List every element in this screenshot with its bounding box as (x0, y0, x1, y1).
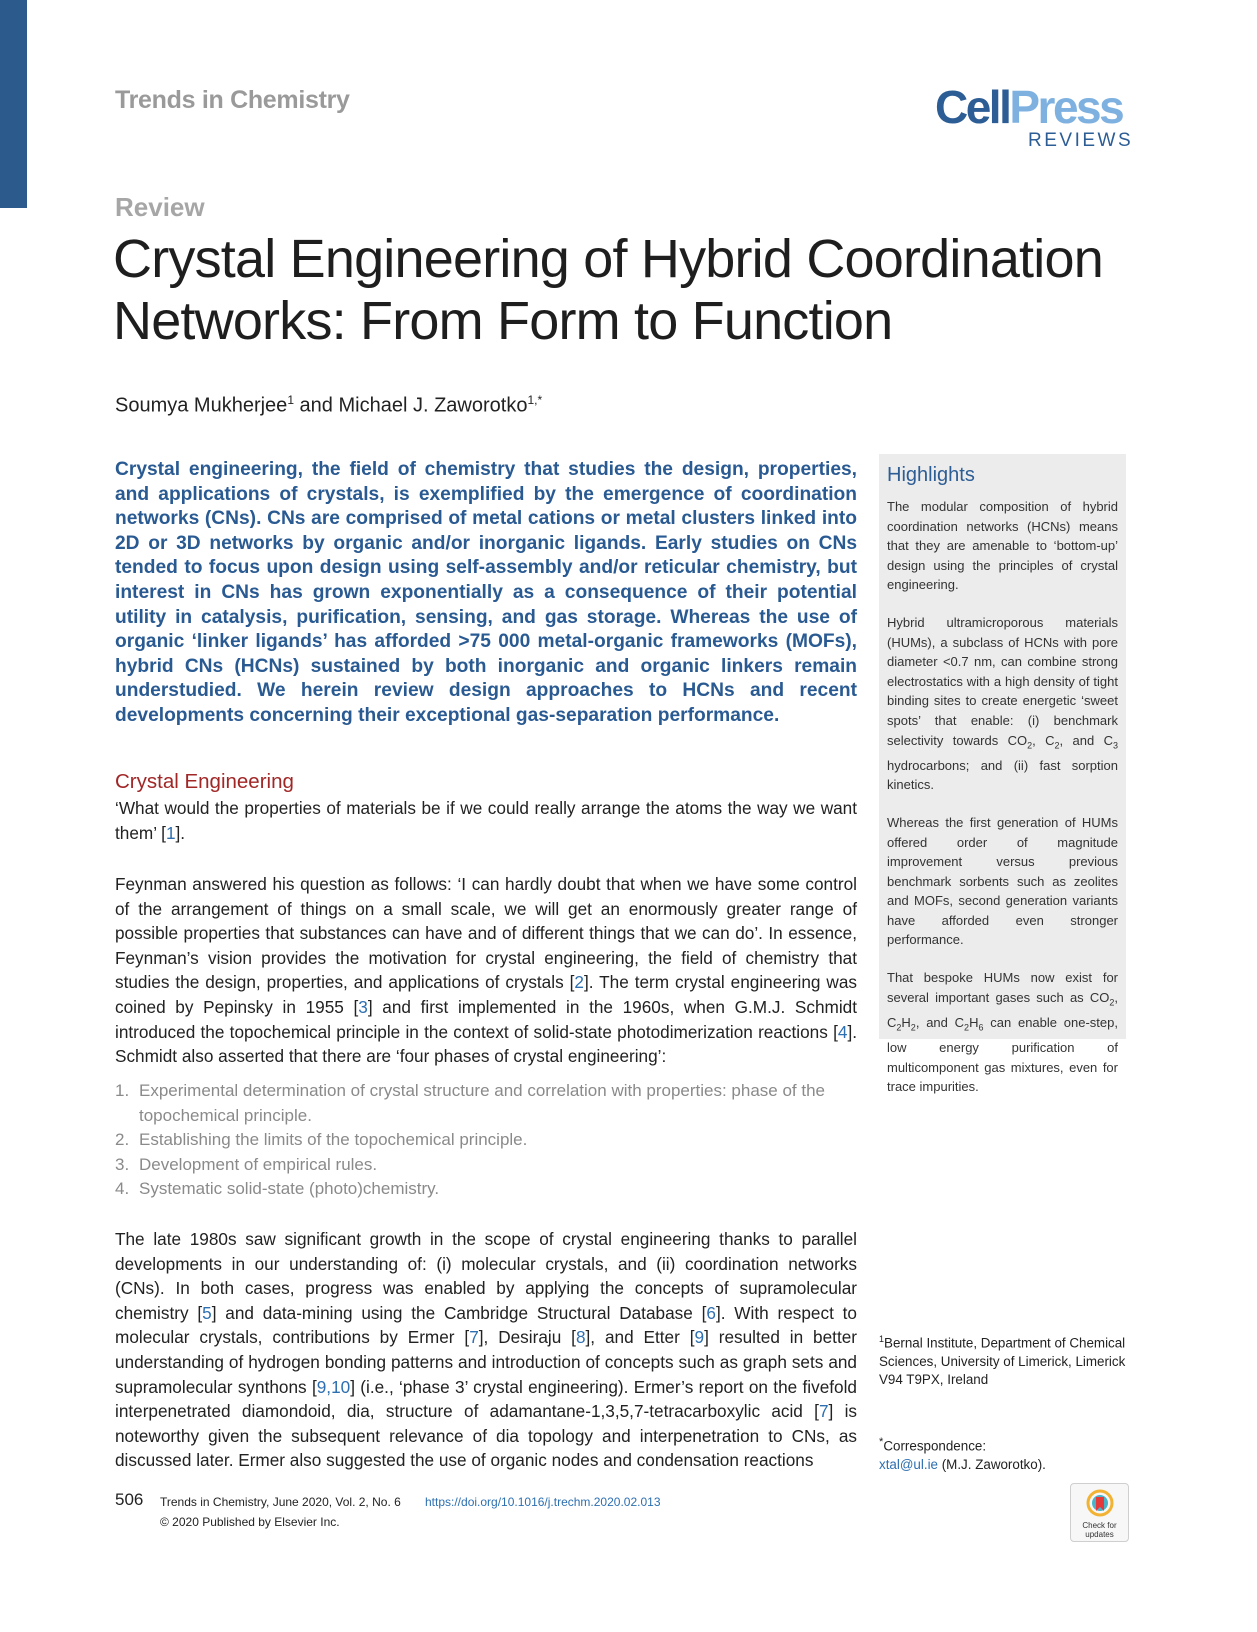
highlight-item: That bespoke HUMs now exist for several important gases such as $CO_2$, $C_2H_2$, and $C_2H_6$ can enable one-step, low energy purification of multicomponent gas mixtures, even for trace impurities. (887, 970, 1118, 1095)
correspondence-note: *Correspondence: xtal@ul.ie (M.J. Zaworotko). (879, 1436, 1046, 1472)
accent-side-bar (0, 0, 27, 208)
check-updates-icon (1086, 1489, 1114, 1521)
check-for-updates-button[interactable] (1070, 1483, 1129, 1542)
citation-link[interactable]: 1 (165, 822, 176, 843)
citation-link[interactable]: 8 (575, 1327, 586, 1348)
highlight-item: Hybrid ultramicroporous materials (HUMs), a subclass of HCNs with pore diameter <0.7 nm, can combine strong electrostatics with a high density of tight binding sites to create energetic ‘sweet spots’ that enable: (i) benchmark selectivity towards $CO_2$, $C_2$, and $C_3$ hydrocarbons; and (ii) fast sorption kinetics. (887, 614, 1118, 793)
cellpress-logo (935, 81, 1134, 154)
list-item: 3. Development of empirical rules. (115, 1154, 378, 1174)
citation-link[interactable]: 9 (694, 1327, 705, 1348)
body-paragraph: The late 1980s saw significant growth in the scope of crystal engineering thanks to parallel developments in our understanding of: (i) molecular crystals, and (ii) coordination networks (CNs). In both cases, progress was enabled by applying the concepts of supramolecular chemistry [5] and data-mining using the Cambridge Structural Database [6]. With respect to molecular crystals, contributions by Ermer [7], Desiraju [8], and Etter [9] resulted in better understanding of hydrogen bonding patterns and introduction of concepts such as graph sets and supramolecular synthons [9,10] (i.e., ‘phase 3’ crystal engineering). Ermer’s report on the fivefold interpenetrated diamondoid, dia, structure of adamantane-1,3,5,7-tetracarboxylic acid [7] is noteworthy given the subsequent relevance of dia topology and interpenetration to CNs, as discussed later. Ermer also suggested the use of organic nodes and condensation reactions (115, 1229, 858, 1471)
author-name: Michael J. Zaworotko (338, 394, 528, 417)
logo-press-text: Press (1009, 81, 1123, 133)
opening-quote: ‘What would the properties of materials be if we could really arrange the atoms the way we want them’ [1]. (115, 798, 857, 843)
citation-link[interactable]: 5 (202, 1302, 212, 1323)
citation-link[interactable]: 3 (358, 996, 368, 1017)
journal-name: Trends in Chemistry (115, 86, 350, 114)
highlight-item: The modular composition of hybrid coordination networks (HCNs) means that they are amenable to ‘bottom-up’ design using the principles of crystal engineering. (887, 499, 1118, 593)
journal-citation: Trends in Chemistry, June 2020, Vol. 2, No. 6 (160, 1495, 401, 1509)
citation-link[interactable]: 2 (574, 972, 584, 993)
article-type-label: Review (115, 192, 205, 222)
highlights-title: Highlights (887, 464, 975, 486)
doi-link[interactable]: https://doi.org/10.1016/j.trechm.2020.02.013 (425, 1495, 661, 1509)
list-item: 4. Systematic solid-state (photo)chemistry. (115, 1179, 440, 1199)
article-title: Crystal Engineering of Hybrid Coordination Networks: From Form to Function (113, 229, 1103, 351)
author-affiliation-marker: 1,* (527, 393, 543, 407)
highlights-box (879, 454, 1126, 1095)
citation-link[interactable]: 7 (469, 1327, 479, 1348)
logo-cell-text: Cell (935, 81, 1010, 133)
logo-reviews-text: REVIEWS (1028, 130, 1134, 151)
badge-label: Check for (1082, 1521, 1117, 1530)
list-item: 1. Experimental determination of crystal structure and correlation with properties: phase of the topochemical principle. (115, 1081, 826, 1125)
list-item: 2. Establishing the limits of the topochemical principle. (115, 1130, 528, 1150)
abstract: Crystal engineering, the field of chemistry that studies the design, properties, and applications of crystals, is exemplified by the emergence of coordination networks (CNs). CNs are comprised of metal cations or metal clusters linked into 2D or 3D networks by organic and/or inorganic ligands. Early studies on CNs tended to focus upon design using self-assembly and/or reticular chemistry, but interest in CNs has grown exponentially as a consequence of their potential utility in catalysis, purification, sensing, and gas storage. Whereas the use of organic ‘linker ligands’ has afforded >75 000 metal-organic frameworks (MOFs), hybrid CNs (HCNs) sustained by both inorganic and organic linkers remain understudied. We herein review design approaches to HCNs and recent developments concerning their exceptional gas-separation performance. (115, 459, 857, 726)
affiliation-note: $^1$Bernal Institute, Department of Chemical Sciences, University of Limerick, Limerick V94 T9PX, Ireland (879, 1334, 1126, 1388)
highlight-item: Whereas the first generation of HUMs offered order of magnitude improvement versus previous benchmark sorbents such as zeolites and MOFs, second generation variants have afforded even stronger performance. (887, 814, 1118, 948)
author-name: Soumya Mukherjee (115, 394, 288, 417)
page-number: 506 (115, 1490, 144, 1509)
badge-label: updates (1085, 1530, 1114, 1539)
author-line (115, 393, 542, 418)
body-paragraph: Feynman answered his question as follows: ‘I can hardly doubt that when we have some control of the arrangement of things on a small scale, we will get an enormously greater range of possible properties that substances can have and of different things that we can do’. In essence, Feynman’s vision provides the motivation for crystal engineering, the field of chemistry that studies the design, properties, and applications of crystals [2]. The term crystal engineering was coined by Pepinsky in 1955 [3] and first implemented in the 1960s, when G.M.J. Schmidt introduced the topochemical principle in the context of solid-state photodimerization reactions [4]. Schmidt also asserted that there are ‘four phases of crystal engineering’: (115, 874, 858, 1067)
author-joiner: and (294, 394, 339, 417)
phases-list (115, 1079, 857, 1202)
copyright-notice: © 2020 Published by Elsevier Inc. (160, 1515, 340, 1529)
email-link[interactable]: xtal@ul.ie (879, 1456, 938, 1472)
author-affiliation-marker: 1 (287, 393, 294, 407)
section-heading: Crystal Engineering (115, 770, 294, 793)
citation-link[interactable]: 9,10 (316, 1376, 351, 1397)
citation-link[interactable]: 7 (818, 1401, 829, 1422)
citation-link[interactable]: 6 (706, 1302, 716, 1323)
citation-link[interactable]: 4 (837, 1021, 848, 1042)
